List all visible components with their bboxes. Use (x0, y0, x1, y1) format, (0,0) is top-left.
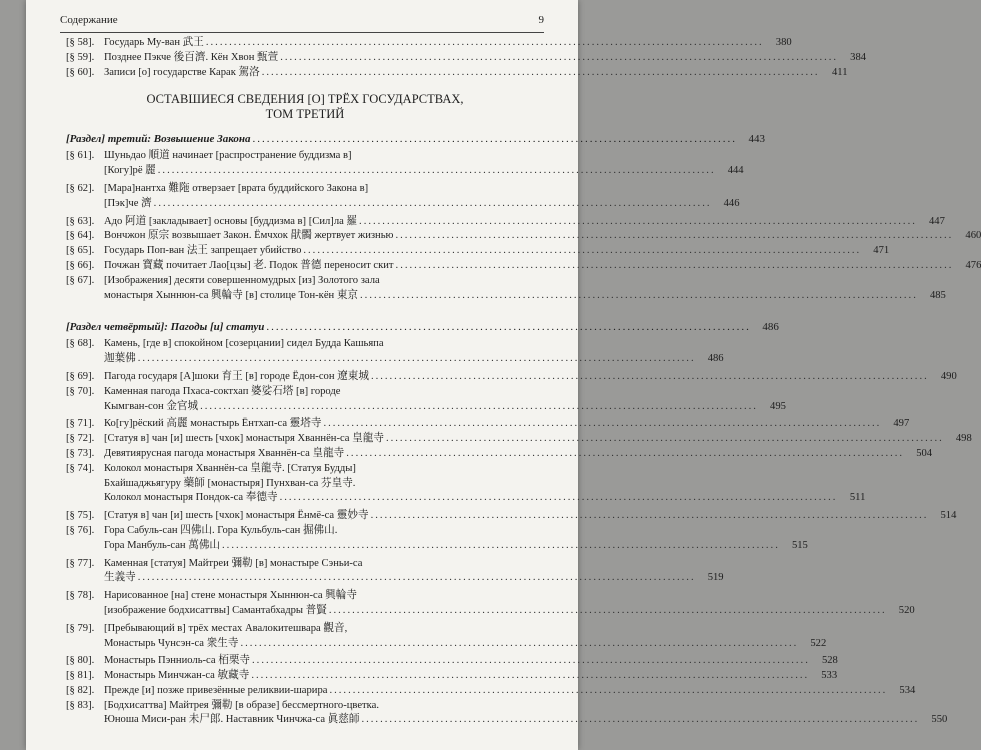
toc-entry-text: Записи [о] государстве Карак 駕洛 (104, 66, 260, 78)
section-number: [§ 69]. (66, 370, 95, 382)
toc-entry (66, 684, 916, 699)
toc-entry-line (104, 417, 881, 432)
toc-entry-text: Почжан 寶藏 почитает Лао[цзы] 老. Подок 普德 переносит скит (104, 259, 394, 271)
toc-group-part4 (66, 337, 972, 728)
toc-entry-text: Нарисованное [на] стене монастыря Хыннюн-са 興輪寺 (104, 590, 357, 602)
section-number: [§ 64]. (66, 230, 95, 242)
toc-entry-text: Вончжон 原宗 возвышает Закон. Ёмчхок 猒髑 жертвует жизнью (104, 230, 394, 242)
toc-entry (66, 182, 740, 212)
toc-entry-text: Гора Манбуль-сан 萬佛山 (104, 539, 221, 551)
toc-entry-text: монастыря Хыннюн-са 興輪寺 [в] столице Тон-кён 東京 (104, 289, 359, 301)
toc-entry-label (66, 36, 764, 51)
toc-entry-label (66, 462, 837, 506)
toc-entry (66, 385, 786, 415)
section-number: [§ 62]. (66, 182, 95, 194)
toc-entry-text: Каменная [статуя] Майтреи 彌勒 [в] монастыре Сэньи-са (104, 557, 363, 569)
toc-entry (66, 370, 957, 385)
toc-entry-label (66, 524, 780, 554)
toc-entry-page: 515 (791, 539, 808, 551)
toc-entry-line (104, 215, 917, 230)
toc-entry-label (66, 51, 838, 66)
dot-leader: ........................................................................................................................ (370, 370, 929, 382)
toc-entry-line (104, 491, 837, 506)
toc-entry-text: Монастырь Чунсэн-са 衆生寺 (104, 637, 239, 649)
dot-leader: ........................................................................................................................ (279, 492, 838, 504)
toc-entry-text: Ко[гу]рёский 高麗 монастырь Ёнтхап-са 靈塔寺 (104, 418, 322, 430)
section-number: [§ 83]. (66, 699, 95, 711)
toc-entry-label (66, 215, 917, 230)
toc-entry-line (104, 149, 716, 164)
toc-entry-label (66, 244, 861, 259)
dot-leader: ...................................................................................................... (266, 321, 751, 334)
toc-entry-page: 497 (893, 418, 910, 430)
toc-entry-line (104, 669, 809, 684)
dot-leader: ...................................................................................................... (252, 133, 738, 146)
toc-entry-page: 476 (965, 259, 981, 271)
dot-leader: ........................................................................................................................ (361, 714, 920, 726)
toc-entry-label (66, 182, 711, 212)
section-number: [§ 65]. (66, 245, 95, 257)
toc-entry-line (104, 539, 780, 554)
toc-entry-text: [Мара]нантха 難陁 отверзает [врата буддийского Закона в] (104, 182, 369, 194)
toc-entry (66, 51, 867, 66)
toc-content (66, 36, 981, 731)
dot-leader: ........................................................................................................................ (329, 684, 888, 696)
toc-entry-line (104, 229, 953, 244)
toc-entry-text: Монастырь Пэнниоль-са 栢栗寺 (104, 655, 251, 667)
toc-entry-text: [Когу]рё 麗 (104, 165, 156, 177)
toc-entry-line (104, 259, 953, 274)
toc-entry-text: [Изображения] десяти совершенномудрых [из] Золотого зала (104, 274, 380, 286)
toc-entry-label (66, 66, 820, 81)
toc-entry-text: Бхайшаджьягуру 藥師 [монастыря] Пунхван-са 芬皇寺. (104, 477, 356, 489)
section-number: [§ 81]. (66, 670, 95, 682)
toc-entry-page: 471 (873, 245, 890, 257)
toc-entry-line (104, 557, 696, 572)
toc-entry-line (104, 244, 861, 259)
dot-leader: ........................................................................................................................ (360, 289, 918, 301)
dot-leader: ........................................................................................................................ (205, 37, 764, 48)
toc-entry-page: 514 (940, 510, 957, 522)
dot-leader: ........................................................................................................................ (328, 604, 887, 616)
section-number: [§ 67]. (66, 274, 95, 286)
section-number: [§ 58]. (66, 37, 95, 48)
toc-entry-page: 498 (955, 433, 972, 445)
toc-group-vol2-end (66, 36, 867, 80)
toc-entry-text: Позднее Пэкче 後百濟. Кён Хвон 甄萱 (104, 51, 279, 63)
section-number: [§ 75]. (66, 510, 95, 522)
dot-leader: ........................................................................................................................ (323, 418, 882, 430)
toc-entry-text: Камень, [где в] спокойном [созерцании] сидел Будда Кашьяпа (104, 338, 384, 350)
toc-entry-text: Государь Поп-ван 法王 запрещает убийство (104, 245, 302, 257)
toc-entry-page: 444 (727, 165, 744, 177)
toc-entry-line (104, 524, 780, 539)
toc-entry-label (66, 259, 953, 274)
toc-entry-line (104, 462, 837, 477)
toc-entry-label (66, 337, 696, 367)
toc-entry (66, 557, 724, 587)
toc-entry (66, 699, 948, 729)
section-number: [§ 79]. (66, 622, 95, 634)
volume-heading-line-2: ТОМ ТРЕТИЙ (265, 107, 345, 122)
toc-entry-line (104, 622, 798, 637)
toc-entry-text: [Пэк]че 濟 (104, 197, 152, 209)
toc-entry-text: [Статуя в] чан [и] шесть [чхок] монастыря Хваннён-са 皇龍寺 (104, 433, 384, 445)
dot-leader: ........................................................................................................................ (370, 510, 929, 522)
toc-entry-label (66, 589, 887, 619)
toc-entry-page: 533 (821, 670, 838, 682)
dot-leader: ........................................................................................................................ (280, 51, 839, 63)
section-number: [§ 59]. (66, 51, 95, 63)
section-number: [§ 60]. (66, 66, 95, 78)
toc-entry-line (104, 713, 919, 728)
toc-entry-line (104, 400, 758, 415)
section-number: [§ 71]. (66, 418, 95, 430)
toc-entry-page: 447 (928, 215, 945, 227)
toc-entry-text: Кымгван-сон 金官城 (104, 400, 199, 412)
toc-entry (66, 229, 981, 244)
toc-entry-line (104, 182, 711, 197)
toc-entry (66, 447, 933, 462)
toc-entry-label (66, 557, 696, 587)
dot-leader: ........................................................................................................................ (251, 670, 810, 682)
toc-entry-page: 460 (965, 230, 981, 242)
toc-entry (66, 524, 808, 554)
toc-group-part3 (66, 149, 981, 303)
dot-leader: ........................................................................................................................ (303, 245, 862, 257)
toc-entry-text: [Статуя в] чан [и] шесть [чхок] монастыря Ёнмё-са 靈妙寺 (104, 510, 369, 522)
dot-leader: ........................................................................................................................ (261, 66, 820, 78)
section-number: [§ 74]. (66, 462, 95, 474)
toc-entry-text: 生義寺 (104, 572, 136, 584)
toc-entry-page: 380 (775, 37, 792, 48)
section-number: [§ 73]. (66, 447, 95, 459)
dot-leader: ........................................................................................................................ (385, 433, 944, 445)
toc-entry-text: Юноша Миси-ран 未尸郎. Наставник Чинчжа-са 眞慈師 (104, 714, 360, 726)
toc-entry-text: Монастырь Минчжан-са 敏藏寺 (104, 670, 250, 682)
dot-leader: ........................................................................................................................ (240, 637, 799, 649)
toc-entry-page: 550 (931, 714, 948, 726)
dot-leader: ........................................................................................................................ (252, 655, 810, 667)
page-number: 9 (538, 14, 544, 26)
toc-entry-line (104, 432, 944, 447)
toc-entry-label (66, 684, 887, 699)
section-number: [§ 68]. (66, 338, 95, 350)
toc-entry-label (66, 370, 929, 385)
toc-entry (66, 432, 972, 447)
dot-leader: ........................................................................................................................ (153, 197, 712, 209)
dot-leader: ........................................................................................................................ (222, 539, 780, 551)
toc-entry-text: 迦葉佛 (104, 353, 136, 365)
toc-entry-line (104, 604, 887, 619)
toc-entry-page: 490 (940, 370, 957, 382)
toc-entry (66, 622, 827, 652)
running-header (60, 12, 544, 33)
toc-entry-page: 495 (770, 400, 786, 412)
section-number: [§ 76]. (66, 524, 95, 536)
part-title: [Раздел четвёртый]: Пагоды [и] статуи (66, 321, 265, 334)
toc-entry-line (104, 477, 837, 492)
toc-entry-text: Колокол монастыря Хваннён-са 皇龍寺. [Статуя Будды] (104, 462, 356, 474)
toc-entry-page: 485 (929, 289, 946, 301)
toc-entry (66, 215, 945, 230)
toc-entry-page: 511 (849, 492, 866, 504)
toc-entry-line (104, 370, 929, 385)
toc-entry-line (104, 51, 838, 66)
part-heading-4 (66, 320, 779, 335)
running-title: Содержание (60, 14, 118, 26)
toc-entry-text: [Бодхисаттва] Майтрея 彌勒 [в образе] бессмертного-цветка. (104, 699, 380, 711)
toc-entry-line (104, 699, 919, 714)
toc-entry-line (104, 447, 904, 462)
toc-entry-page: 520 (898, 604, 915, 616)
toc-entry-page: 519 (707, 572, 724, 584)
toc-entry-page: 446 (723, 197, 740, 209)
toc-entry-page: 411 (832, 66, 848, 78)
section-number: [§ 63]. (66, 215, 95, 227)
section-number: [§ 61]. (66, 150, 95, 162)
toc-entry-line (104, 571, 696, 586)
dot-leader: ........................................................................................................................ (346, 447, 905, 459)
book-page (26, 0, 981, 750)
toc-entry-label (66, 385, 758, 415)
toc-entry-page: 486 (707, 353, 724, 365)
toc-entry-page: 534 (899, 684, 916, 696)
toc-entry-label (66, 699, 919, 729)
toc-entry (66, 417, 910, 432)
section-number: [§ 70]. (66, 385, 95, 397)
dot-leader: ........................................................................................................................ (395, 259, 954, 271)
toc-entry-label (66, 229, 953, 244)
dot-leader: ........................................................................................................................ (137, 353, 696, 365)
toc-entry (66, 149, 744, 179)
part-page: 486 (762, 321, 779, 334)
toc-entry-line (104, 274, 918, 289)
section-number: [§ 80]. (66, 655, 95, 667)
dot-leader: ........................................................................................................................ (137, 572, 696, 584)
section-number: [§ 66]. (66, 259, 95, 271)
toc-entry-label (66, 274, 918, 304)
toc-entry-text: Пагода государя [А]шоки 育王 [в] городе Ёдон-сон 遼東城 (104, 370, 369, 382)
toc-entry-line (104, 289, 918, 304)
volume-heading (66, 92, 544, 122)
toc-entry-line (104, 337, 696, 352)
toc-entry (66, 244, 890, 259)
toc-entry (66, 509, 957, 524)
part-heading-3 (66, 132, 766, 147)
toc-entry-text: Каменная пагода Пхаса-соктхап 婆娑石塔 [в] городе (104, 385, 341, 397)
toc-entry-text: Государь Му-ван 武王 (104, 37, 204, 48)
toc-entry (66, 66, 848, 81)
toc-entry-label (66, 669, 809, 684)
toc-entry-line (104, 654, 810, 669)
volume-heading-line-1: ОСТАВШИЕСЯ СВЕДЕНИЯ [О] ТРЁХ ГОСУДАРСТВАХ, (146, 92, 464, 107)
toc-entry-label (66, 432, 944, 447)
toc-entry-line (104, 36, 764, 51)
toc-entry-line (104, 684, 887, 699)
toc-entry (66, 589, 915, 619)
part-title: [Раздел] третий: Возвышение Закона (66, 133, 251, 146)
toc-entry (66, 337, 724, 367)
dot-leader: ........................................................................................................................ (395, 230, 954, 242)
toc-entry-page: 528 (821, 655, 838, 667)
toc-entry (66, 36, 792, 51)
dot-leader: ........................................................................................................................ (157, 165, 716, 177)
toc-entry-label (66, 447, 904, 462)
section-number: [§ 82]. (66, 684, 95, 696)
toc-entry-line (104, 66, 820, 81)
toc-entry-page: 384 (850, 51, 867, 63)
toc-entry-text: Девятиярусная пагода монастыря Хваннён-са 皇龍寺 (104, 447, 345, 459)
section-number: [§ 72]. (66, 433, 95, 445)
toc-entry-text: Шуньдао 順道 начинает [распространение буддизма в] (104, 150, 352, 162)
toc-entry-text: Адо 阿道 [закладывает] основы [буддизма в] [Сил]ла 羅 (104, 215, 358, 227)
section-number: [§ 78]. (66, 590, 95, 602)
toc-entry (66, 259, 981, 274)
toc-entry (66, 654, 838, 669)
toc-entry-line (104, 385, 758, 400)
toc-entry-label (66, 622, 798, 652)
toc-entry-line (104, 197, 711, 212)
toc-entry-text: Прежде [и] позже привезённые реликвии-шарира (104, 684, 328, 696)
toc-entry-label (66, 654, 810, 669)
toc-entry-line (104, 637, 798, 652)
toc-entry (66, 462, 866, 506)
toc-entry-text: Колокол монастыря Пондок-са 奉德寺 (104, 492, 278, 504)
toc-entry-label (66, 509, 928, 524)
part-page: 443 (748, 133, 766, 146)
toc-entry-text: Гора Сабуль-сан 四佛山. Гора Кульбуль-сан 掘佛山. (104, 524, 338, 536)
toc-entry-label (66, 149, 716, 179)
toc-entry-text: [Пребывающий в] трёх местах Авалокитешвара 觀音, (104, 622, 348, 634)
dot-leader: ........................................................................................................................ (200, 400, 758, 412)
toc-entry-line (104, 589, 887, 604)
toc-entry-page: 522 (810, 637, 827, 649)
dot-leader: ........................................................................................................................ (359, 215, 917, 227)
toc-entry-label (66, 417, 881, 432)
section-number: [§ 77]. (66, 557, 95, 569)
toc-entry-text: [изображение бодхисаттвы] Самантабхадры 普賢 (104, 604, 327, 616)
toc-entry-page: 504 (916, 447, 933, 459)
toc-entry-line (104, 509, 928, 524)
toc-entry (66, 274, 946, 304)
toc-entry-line (104, 164, 716, 179)
toc-entry (66, 669, 838, 684)
toc-entry-line (104, 352, 696, 367)
